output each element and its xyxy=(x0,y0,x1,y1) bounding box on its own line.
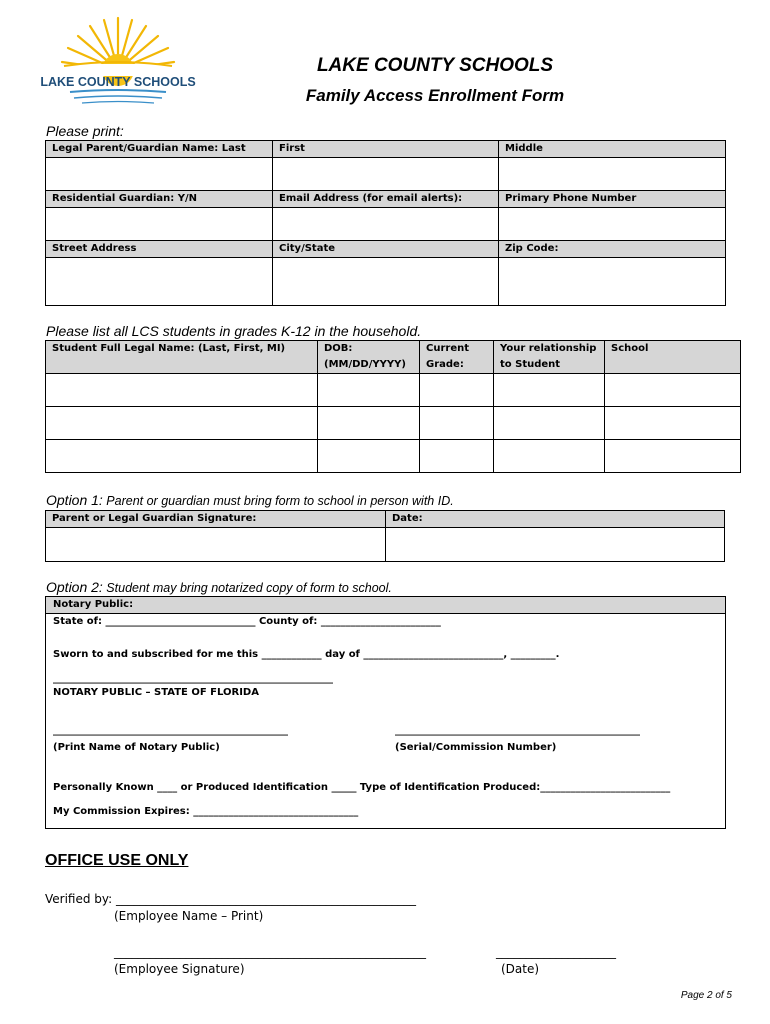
please-print-label: Please print: xyxy=(46,123,124,139)
residential-guardian-header: Residential Guardian: Y/N xyxy=(46,191,273,208)
street-address-header: Street Address xyxy=(46,241,273,258)
notary-commission-expires-line[interactable]: My Commission Expires: _________________________________ xyxy=(53,806,359,817)
student-1-grade-field[interactable] xyxy=(420,374,494,407)
city-state-header: City/State xyxy=(273,241,499,258)
employee-signature-line[interactable]: ____________________________________________________ xyxy=(114,945,426,959)
student-2-school-field[interactable] xyxy=(605,407,741,440)
students-table xyxy=(45,340,741,473)
form-title: LAKE COUNTY SCHOOLS xyxy=(316,55,554,76)
student-3-name-field[interactable] xyxy=(46,440,318,473)
students-label: Please list all LCS students in grades K-12 in the household. xyxy=(46,323,422,339)
student-2-name-field[interactable] xyxy=(46,407,318,440)
notary-state-florida: NOTARY PUBLIC – STATE OF FLORIDA xyxy=(53,687,259,698)
guardian-info-table xyxy=(45,140,726,306)
student-3-grade-field[interactable] xyxy=(420,440,494,473)
student-1-name-field[interactable] xyxy=(46,374,318,407)
office-date-label: (Date) xyxy=(501,962,540,976)
notary-serial-label: (Serial/Commission Number) xyxy=(395,742,557,753)
notary-print-name-label: (Print Name of Notary Public) xyxy=(53,742,220,753)
guardian-signature-field[interactable] xyxy=(46,528,386,562)
student-1-dob-field[interactable] xyxy=(318,374,420,407)
dob-header: DOB: (MM/DD/YYYY) xyxy=(318,341,420,374)
notary-box xyxy=(45,596,726,829)
option1-table xyxy=(45,510,725,562)
notary-header-bar xyxy=(46,597,725,614)
grade-header: Current Grade: xyxy=(420,341,494,374)
zip-code-field[interactable] xyxy=(499,258,726,306)
student-2-dob-field[interactable] xyxy=(318,407,420,440)
city-state-field[interactable] xyxy=(273,258,499,306)
student-name-header: Student Full Legal Name: (Last, First, MI) xyxy=(46,341,318,374)
employee-name-label: (Employee Name – Print) xyxy=(114,909,264,923)
office-use-title: OFFICE USE ONLY xyxy=(45,852,189,869)
student-3-school-field[interactable] xyxy=(605,440,741,473)
notary-sworn-line[interactable]: Sworn to and subscribed for me this ____________ day of ____________________________, _________. xyxy=(53,649,560,660)
student-3-dob-field[interactable] xyxy=(318,440,420,473)
signature-date-header: Date: xyxy=(386,511,725,528)
lake-county-schools-logo xyxy=(40,14,196,116)
first-name-field[interactable] xyxy=(273,158,499,191)
student-2-grade-field[interactable] xyxy=(420,407,494,440)
email-field[interactable] xyxy=(273,208,499,241)
employee-signature-label: (Employee Signature) xyxy=(114,962,245,976)
last-name-header: Legal Parent/Guardian Name: Last xyxy=(46,141,273,158)
school-header: School xyxy=(605,341,741,374)
middle-name-field[interactable] xyxy=(499,158,726,191)
page-number: Page 2 of 5 xyxy=(680,990,732,1001)
student-1-relationship-field[interactable] xyxy=(494,374,605,407)
notary-state-county-line[interactable]: State of: ______________________________ County of: ________________________ xyxy=(53,616,441,627)
student-3-relationship-field[interactable] xyxy=(494,440,605,473)
option1-label: Option 1: Parent or guardian must bring form to school in person with ID. xyxy=(46,492,454,508)
office-date-line[interactable]: ____________________ xyxy=(496,945,616,959)
middle-name-header: Middle xyxy=(499,141,726,158)
svg-text:LAKE COUNTY SCHOOLS: LAKE COUNTY SCHOOLS xyxy=(40,75,196,89)
zip-code-header: Zip Code: xyxy=(499,241,726,258)
student-2-relationship-field[interactable] xyxy=(494,407,605,440)
notary-identification-line[interactable]: Personally Known ____ or Produced Identification _____ Type of Identification Produced:__________________________ xyxy=(53,782,671,793)
notary-serial-line[interactable]: _________________________________________________ xyxy=(395,725,640,736)
signature-date-field[interactable] xyxy=(386,528,725,562)
residential-guardian-field[interactable] xyxy=(46,208,273,241)
notary-header: Notary Public: xyxy=(53,599,134,610)
email-header: Email Address (for email alerts): xyxy=(273,191,499,208)
form-subtitle: Family Access Enrollment Form xyxy=(305,86,565,105)
phone-field[interactable] xyxy=(499,208,726,241)
notary-signature-line[interactable]: ________________________________________________________ xyxy=(53,673,333,684)
student-1-school-field[interactable] xyxy=(605,374,741,407)
option2-label: Option 2: Student may bring notarized copy of form to school. xyxy=(46,579,392,595)
first-name-header: First xyxy=(273,141,499,158)
notary-print-name-line[interactable]: _______________________________________________ xyxy=(53,725,288,736)
guardian-signature-header: Parent or Legal Guardian Signature: xyxy=(46,511,386,528)
last-name-field[interactable] xyxy=(46,158,273,191)
verified-by-line[interactable]: Verified by: __________________________________________________ xyxy=(45,892,417,906)
phone-header: Primary Phone Number xyxy=(499,191,726,208)
relationship-header: Your relationship to Student xyxy=(494,341,605,374)
street-address-field[interactable] xyxy=(46,258,273,306)
